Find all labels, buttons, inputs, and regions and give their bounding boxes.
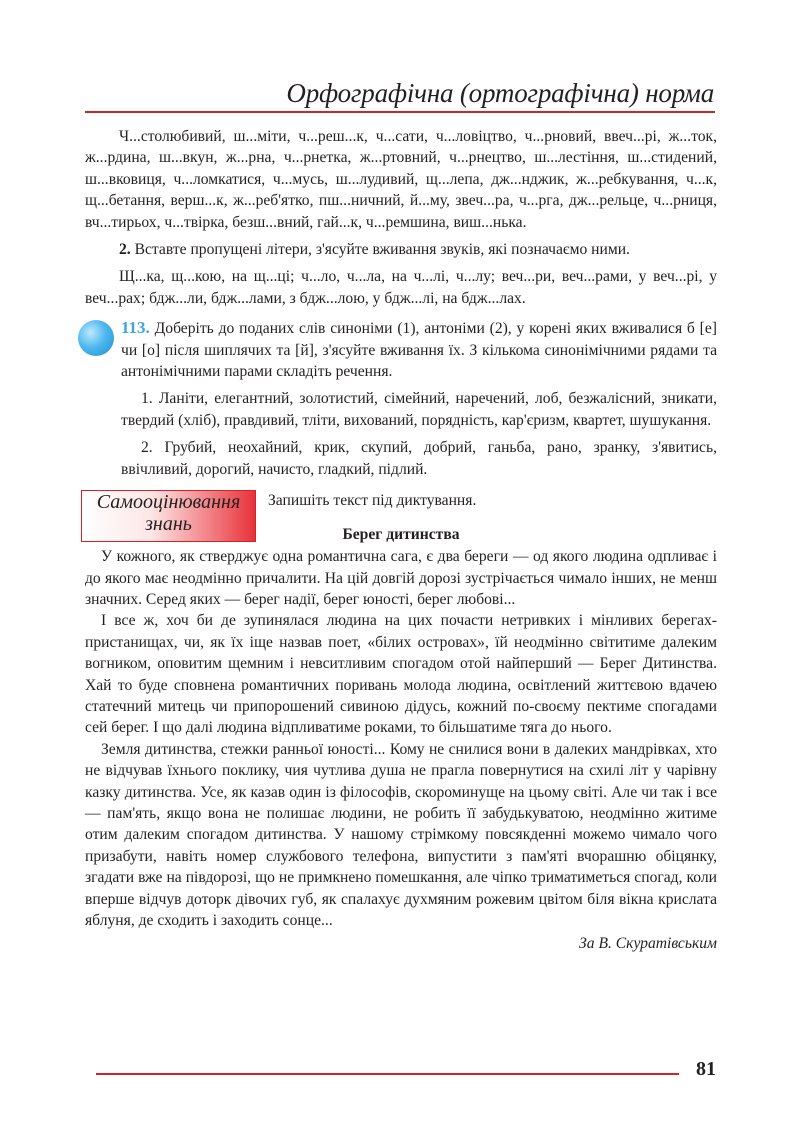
task-marker-icon [78,320,114,356]
dictation-author: За В. Скуратівським [579,935,717,953]
page-content [85,126,717,955]
task-instruction-text: Доберіть до поданих слів синоніми (1), антоніми (2), у корені яких вживалися б [е] чи [о] після шиплячих та [й], з'ясуйте вживання їх. З кількома синонімічними рядами та антонімічними парами складіть речення. [121,320,717,381]
self-assessment-section [85,490,717,542]
page-number: 81 [696,1058,716,1080]
dictation-paragraph: І все ж, хоч би де зупинялася людина на цих почасти нетривких і мінливих берегах-пристанищах, чи, як їх іще назвав поет, «білих островах», їй неодмінно світитиме далеким вогником, оповитим щемним і невситливим спогадом отой найперший — Берег Дитинства. Хай то буде сповнена романтичних поривань молода людина, освітлений життєвою вдачею статечний митець чи припорошений сивиною дідусь, кожний по-своєму пектиме спогадами сей берег. І що далі людина відпливатиме роками, то більшатиме тяга до нього. [85,612,717,737]
task-number: 113. [121,318,150,338]
footer-divider [96,1073,679,1075]
header-divider [85,111,715,113]
subtask-text: Вставте пропущені літери, з'ясуйте вживання звуків, які позначаємо ними. [134,241,630,259]
subtask-2 [85,239,717,260]
dictation-title: Берег дитинства [342,526,460,544]
exercise-word-list: Ч...столюбивий, ш...міти, ч...реш...к, ч...сати, ч...ловіцтво, ч...рновий, ввеч...рі, ж...ток, ж...рдина, ш...вкун, ж...рна, ч...рнетка, ж...ртовний, ч...рнецтво, ш...лестіння, ш...стидений, ш...вковиця, ч...ломкатися, ч...мусь, ш...лудивий, щ...лепа, дж...нджик, ж...ребкування, ч...к, щ...бетання, верш...к, ж...реб'ятко, пш...ничний, й...му, звеч...ра, ч...рга, дж...рельце, ч...рниця, вч...тирьох, ч...твірка, безш...вний, гай...к, ч...ремшина, виш...нька. [85,128,717,231]
task-113 [85,317,717,480]
self-assessment-line-1: Самооцінювання [96,491,241,514]
task-instruction [121,317,717,382]
self-assessment-line-2: знань [145,513,192,536]
dictation-paragraph: Земля дитинства, стежки ранньої юності... Кому не снилися вони в далеких мандрівках, хто не відчував їхнього поклику, чия чутлива душа не прагла повернутися на схилі літ у чарівну казку дитинства. Усе, як казав один із філософів, скороминуще на цьому світі. Але чи так і все — пам'ять, якщо вона не полишає людини, не робить її забудькуватою, неодмінно житиме отим далеким спогадом дитинства. У нашому стрімкому повсякденні можемо чимало чого призабути, навіть номер службового телефона, випустити з пам'яті вчорашню обіцянку, згадати вже на півдорозі, що не примкнено помешкання, але чіпко триматиметься спогад, коли вперше відчув доторк дівочих губ, як спалахує духмяним рожевим цвітом біля вікна крислата яблуня, де сходить і заходить сонце... [85,740,717,929]
page-header-title: Орфографічна (ортографічна) норма [286,78,714,108]
task-item-1: 1. Ланіти, елегантний, золотистий, сімейний, наречений, лоб, безжалісний, зникати, твердий (хліб), правдивий, тліти, вихований, порядність, кар'єризм, квартет, шушукання. [121,390,717,429]
subtask-number: 2. [119,241,131,259]
self-assessment-instruction: Запишіть текст під диктування. [268,492,477,510]
dictation-text [85,546,717,955]
exercise-word-list-2: Щ...ка, щ...кою, на щ...ці; ч...ло, ч...ла, на ч...лі, ч...лу; веч...ри, веч...рами, у веч...рі, у веч...рах; бдж...ли, бдж...лами, з бдж...лою, у бдж...лі, на бдж...лах. [85,268,717,307]
task-item-2: 2. Грубий, неохайний, крик, скупий, добрий, ганьба, рано, зранку, з'явитись, ввічливий, дорогий, начисто, гладкий, підлий. [121,439,717,478]
dictation-paragraph: У кожного, як стверджує одна романтична сага, є два береги — од якого людина одпливає і до якого має неодмінно причалити. На цій довгій дорозі зустрічається чимало інших, не менш значних. Серед яких — берег надії, берег юності, берег любові... [85,548,717,608]
